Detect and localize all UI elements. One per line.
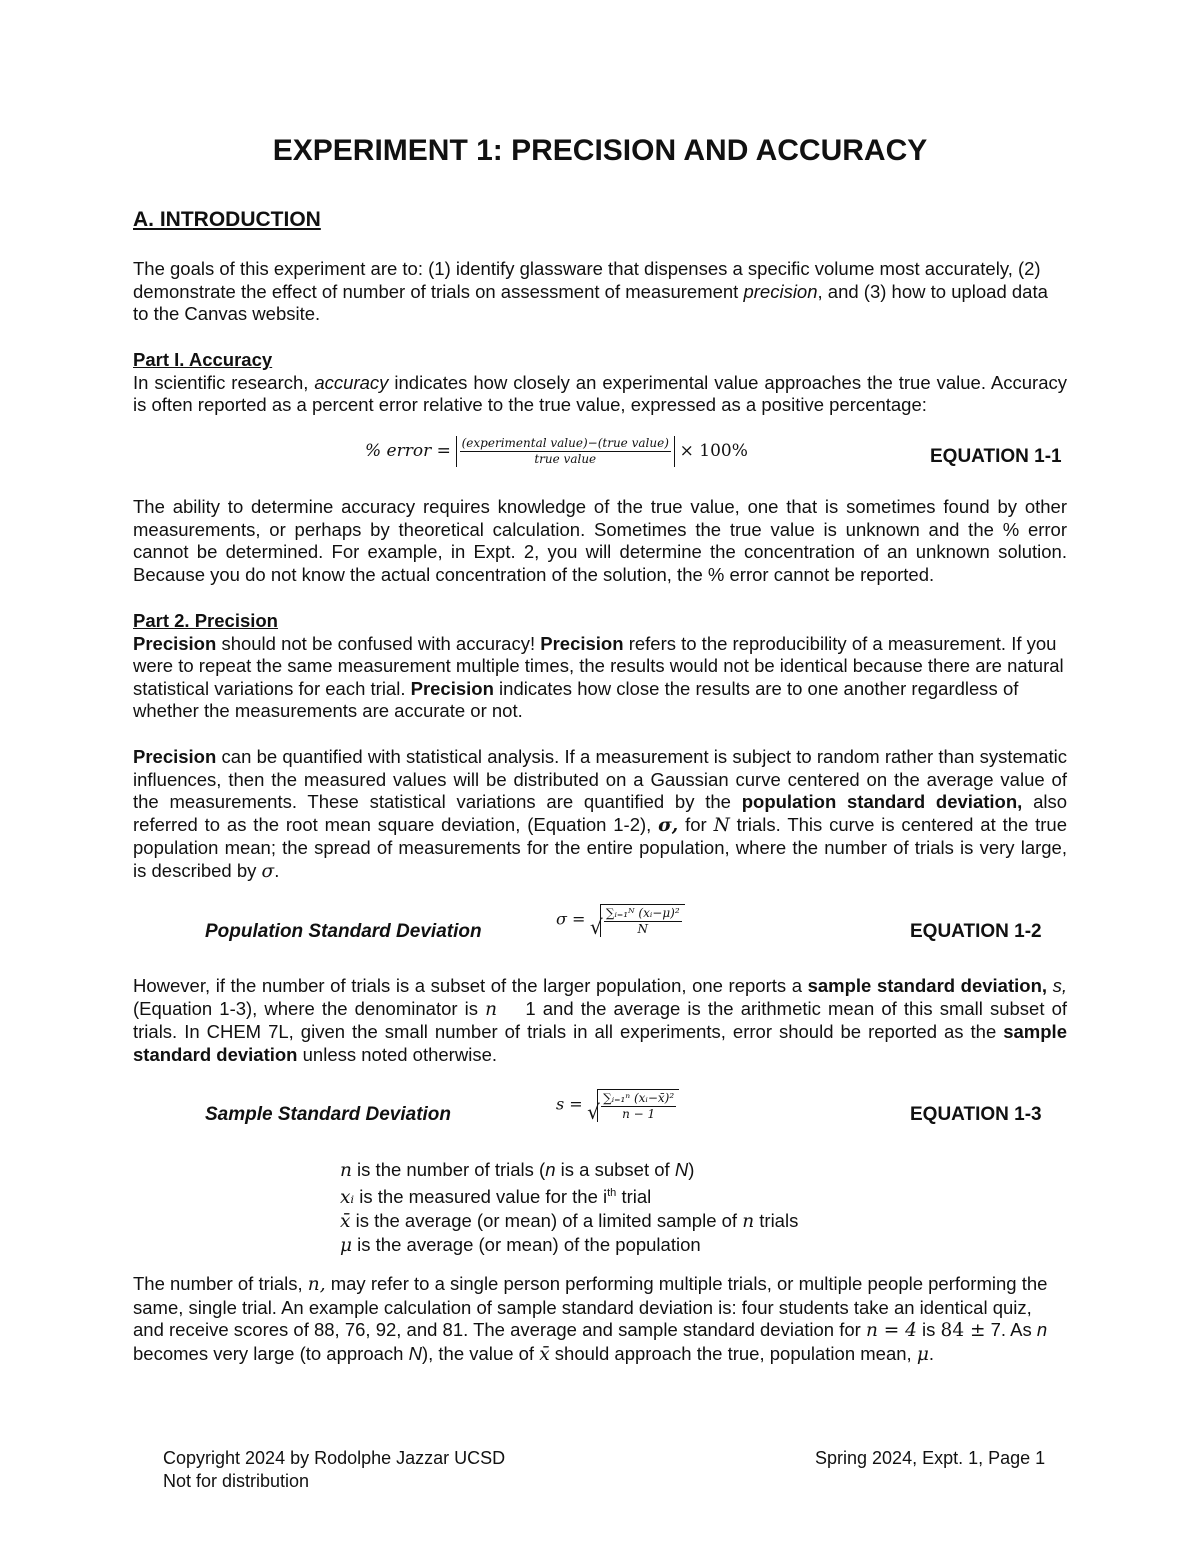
intro-paragraph: The goals of this experiment are to: (1) identify glassware that dispenses a specific volume most accurately, (2) demonstrate the effect of number of trials on assessment of measurement precision, and (3) how to upload data to the Canvas website. (133, 258, 1048, 325)
symbol-definitions (340, 1158, 798, 1257)
part2-heading: Part 2. Precision (133, 610, 278, 631)
footer-left (163, 1447, 505, 1492)
equation-1-1: % error = $\frac{\text{(experimental value)−(true value)}}{\text{true value}}$ × 100% (365, 436, 748, 466)
equation-1-3-label: EQUATION 1-3 (910, 1104, 1042, 1125)
definition-item: n is the number of trials (n is a subset of N) (340, 1159, 695, 1181)
part1-paragraph-2: The ability to determine accuracy requires knowledge of the true value, one that is sometimes found by other measurements, or perhaps by theoretical calculation. Sometimes the true value is unknown and the % error cannot be determined. For example, in Expt. 2, you will determine the concentration of an unknown solution. Because you do not know the actual concentration of the solution, the % error cannot be reported. (133, 496, 1067, 585)
part2-paragraph-2: Precision can be quantified with statistical analysis. If a measurement is subject to random rather than systematic influences, then the measured values will be distributed on a Gaussian curve centered on the average value of the measurements. These statistical variations are quantified by the population standard deviation, also referred to as the root mean square deviation, (Equation 1-2), σ, for N trials. This curve is centered at the true population mean; the spread of measurements for the entire population, where the number of trials is very large, is described by σ. (133, 746, 1068, 882)
section-heading: A. INTRODUCTION (133, 208, 321, 231)
definition-item: xᵢ is the measured value for the $i^{th}$ trial (340, 1186, 652, 1209)
footer-distribution: Not for distribution (163, 1470, 310, 1491)
part1-heading: Part I. Accuracy (133, 349, 273, 370)
equation-1-3: s = √ $\frac{\text{∑ᵢ₌₁ⁿ (xᵢ−x̄)²}}{n - 1}$ (556, 1089, 679, 1122)
part2-block (133, 610, 1067, 723)
definition-item: x̄ is the average (or mean) of a limited sample of n trials (340, 1210, 799, 1233)
definition-item: μ is the average (or mean) of the population (340, 1234, 701, 1257)
part2-paragraph-1: Precision should not be confused with accuracy! Precision refers to the reproducibility of a measurement. If you were to repeat the same measurement multiple times, the results would not be identical because there are natural statistical variations for each trial. Precision indicates how close the results are to one another regardless of whether the measurements are accurate or not. (133, 632, 1064, 722)
footer-page-info: Spring 2024, Expt. 1, Page 1 (815, 1448, 1046, 1468)
equation-1-3-name: Sample Standard Deviation (205, 1104, 452, 1125)
part1-block (133, 349, 1067, 417)
equation-1-2: σ = √ $\frac{\text{∑ᵢ₌₁ᴺ (xᵢ−μ)²}}{N}$ (556, 904, 685, 937)
part1-paragraph: In scientific research, accuracy indicates how closely an experimental value approaches the true value. Accuracy is often reported as a percent error relative to the true value, expressed as a positive percentage: (133, 371, 1067, 416)
page-title: EXPERIMENT 1: PRECISION AND ACCURACY (272, 134, 928, 167)
equation-1-2-name: Population Standard Deviation (205, 921, 482, 942)
equation-1-2-label: EQUATION 1-2 (910, 921, 1042, 942)
part2-paragraph-3: However, if the number of trials is a subset of the larger population, one reports a sample standard deviation, s, (Equation 1-3), where the denominator is n 1 and the average is the arithmetic mean of this small subset of trials. In CHEM 7L, given the small number of trials in all experiments, error should be reported as the sample standard deviation unless noted otherwise. (133, 975, 1067, 1065)
equation-1-1-label: EQUATION 1-1 (930, 446, 1062, 467)
footer-copyright: Copyright 2024 by Rodolphe Jazzar UCSD (163, 1448, 506, 1468)
part2-paragraph-4: The number of trials, n, may refer to a single person performing multiple trials, or multiple people performing the same, single trial. An example calculation of sample standard deviation is: four students take an identical quiz, and receive scores of 88, 76, 92, and 81. The average and sample standard deviation for n = 4 is 84 ± 7. As n becomes very large (to approach N), the value of x̄ should approach the true, population mean, μ. (133, 1273, 1048, 1365)
